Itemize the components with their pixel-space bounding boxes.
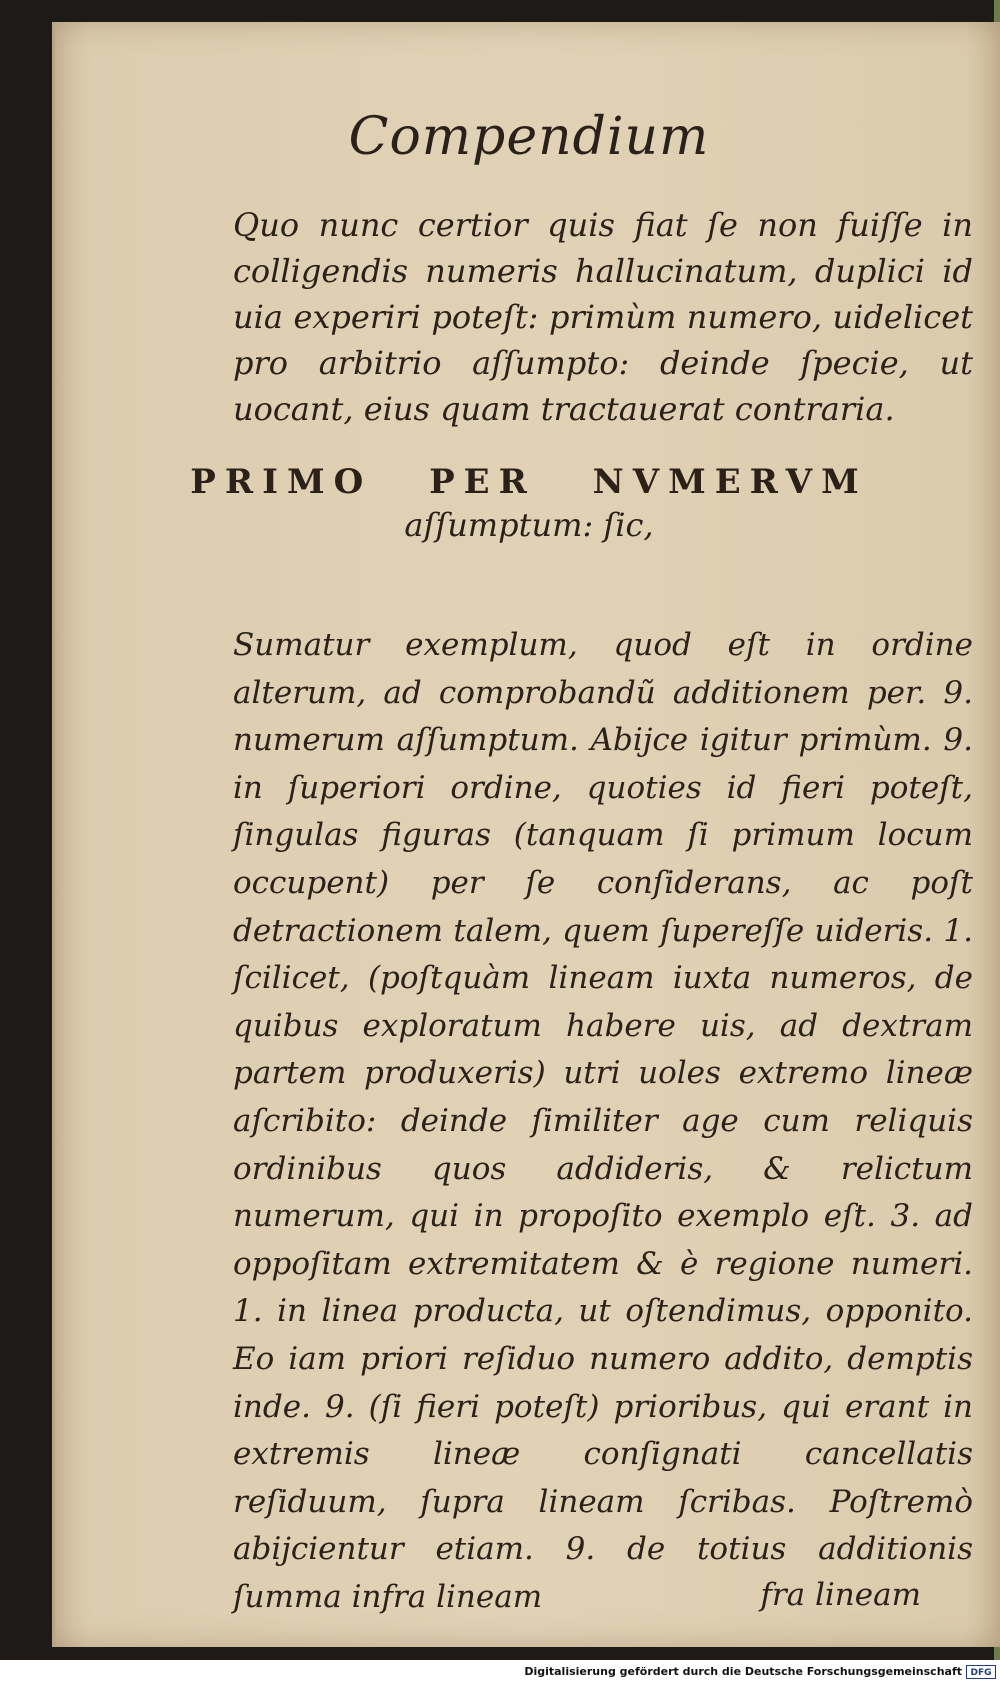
dfg-logo-icon: DFG	[966, 1665, 996, 1679]
section-heading-caps: PRIMO PER NVMERVM	[190, 462, 868, 502]
footer-bar	[0, 1660, 1000, 1685]
book-page	[52, 22, 1000, 1647]
section-heading	[55, 462, 1000, 544]
section-heading-sub: aſſumptum: ſic,	[404, 506, 654, 544]
paragraph-main: Sumatur exemplum, quod eſt in ordine alterum, ad comprobandũ additionem per. 9. numerum aſſumptum. Abijce igitur primùm. 9. in ſuperiori ordine, quoties id fieri poteſt, ſingulas figuras (tanquam ſi primum locum occupent) per ſe conſiderans, ac poſt detractionem talem, quem ſupereſſe uideris. 1. ſcilicet, (poſtquàm lineam iuxta numeros, de quibus exploratum habere uis, ad dextram partem produxeris) utri uoles extremo lineæ aſcribito: deinde ſimiliter age cum reliquis ordinibus quos addideris, & relictum numerum, qui in propoſito exemplo eſt. 3. ad oppoſitam extremitatem & è regione numeri. 1. in linea producta, ut oſtendimus, opponito. Eo iam priori reſiduo numero addito, demptis inde. 9. (ſi fieri poteſt) prioribus, qui erant in extremis lineæ conſignati cancellatis reſiduum, ſupra lineam ſcribas. Poſtremò abijcientur etiam. 9. de totius additionis ſumma infra lineam	[233, 627, 973, 1615]
footer-credit: Digitalisierung gefördert durch die Deutsche Forschungsgemeinschaft	[524, 1665, 962, 1678]
page-header: Compendium	[348, 107, 710, 167]
paragraph-intro: Quo nunc certior quis fiat ſe non fuiſſe in colligendis numeris hallucinatum, duplici id uia experiri poteſt: primùm numero, uidelicet pro arbitrio aſſumpto: deinde ſpecie, ut uocant, eius quam tractauerat contraria.	[233, 206, 973, 428]
catchword: fra lineam	[760, 1577, 921, 1613]
